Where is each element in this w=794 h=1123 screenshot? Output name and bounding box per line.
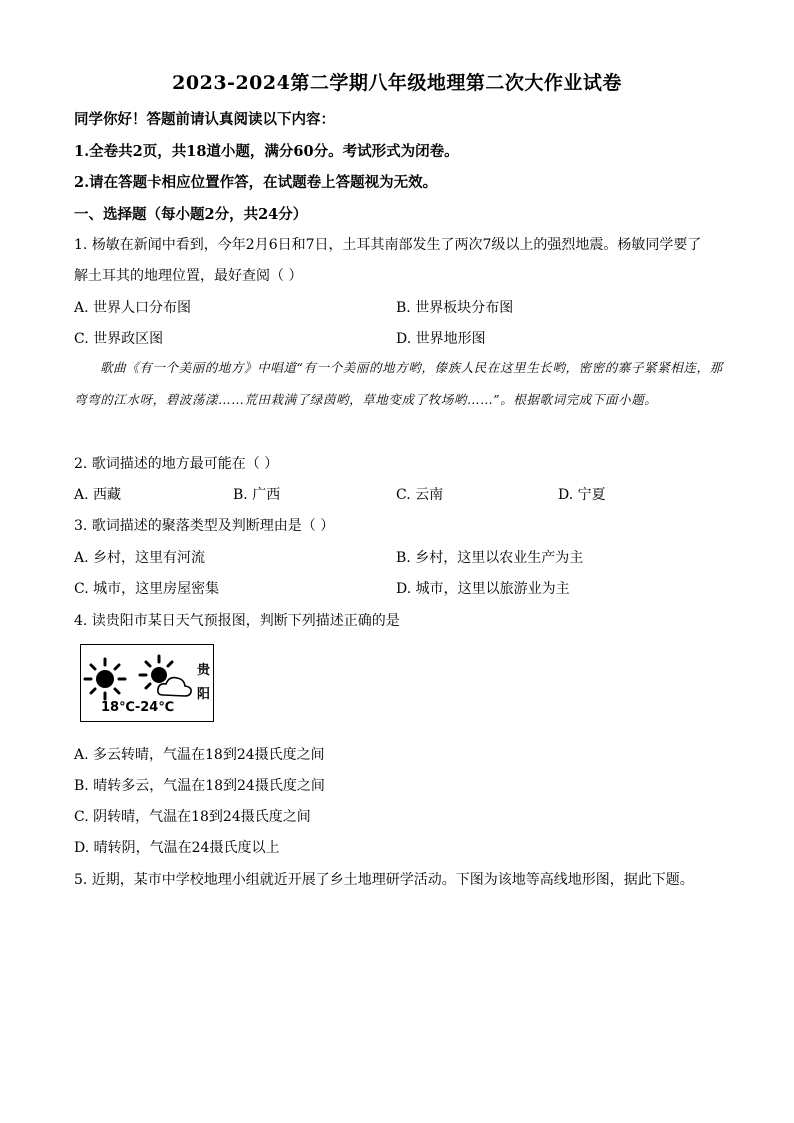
q3-option-b: B. 乡村，这里以农业生产为主: [396, 550, 584, 566]
q3-stem: 3. 歌词描述的聚落类型及判断理由是（ ）: [74, 518, 335, 534]
city-name-char-1: 贵: [197, 663, 211, 678]
q4-stem: 4. 读贵阳市某日天气预报图，判断下列描述正确的是: [74, 613, 400, 629]
q4-option-a: A. 多云转晴，气温在18到24摄氏度之间: [74, 747, 325, 763]
weather-forecast-figure: [80, 644, 214, 722]
sun-cloud-icon: [140, 656, 191, 696]
q1-option-d: D. 世界地形图: [396, 331, 486, 347]
q5-stem: 5. 近期，某市中学校地理小组就近开展了乡土地理研学活动。下图为该地等高线地形图，据此下题。: [74, 872, 694, 888]
notice-item-2: 2.请在答题卡相应位置作答，在试题卷上答题视为无效。: [74, 174, 438, 191]
q3-option-d: D. 城市，这里以旅游业为主: [396, 581, 570, 597]
q1-stem-line1: 1. 杨敏在新闻中看到，今年2月6日和7日，土耳其南部发生了两次7级以上的强烈地震。杨敏同学要了: [74, 237, 702, 253]
q1-option-a: A. 世界人口分布图: [74, 300, 192, 316]
q2-option-c: C. 云南: [396, 487, 444, 503]
q2-option-d: D. 宁夏: [558, 487, 606, 503]
q4-option-b: B. 晴转多云，气温在18到24摄氏度之间: [74, 778, 325, 794]
q1-option-c: C. 世界政区图: [74, 331, 164, 347]
q2-stem: 2. 歌词描述的地方最可能在（ ）: [74, 456, 279, 472]
q2-option-b: B. 广西: [233, 487, 281, 503]
notice-greeting: 同学你好！答题前请认真阅读以下内容：: [74, 111, 335, 128]
q4-option-d: D. 晴转阴，气温在24摄氏度以上: [74, 840, 280, 856]
city-name-char-2: 阳: [197, 687, 211, 702]
q3-option-c: C. 城市，这里房屋密集: [74, 581, 220, 597]
notice-item-1: 1.全卷共2页，共18道小题，满分60分。考试形式为闭卷。: [74, 143, 459, 160]
section-heading: 一、选择题（每小题2分，共24分）: [74, 206, 308, 223]
q2-option-a: A. 西藏: [74, 487, 122, 503]
q1-option-b: B. 世界板块分布图: [396, 300, 514, 316]
q4-option-c: C. 阴转晴，气温在18到24摄氏度之间: [74, 809, 311, 825]
exam-title: 2023-2024第二学期八年级地理第二次大作业试卷: [172, 72, 622, 94]
temperature-range: 18℃-24℃: [101, 700, 175, 715]
q3-option-a: A. 乡村，这里有河流: [74, 550, 206, 566]
q1-stem-line2: 解土耳其的地理位置，最好查阅（ ）: [74, 268, 303, 284]
lyric-passage: 歌曲《有一个美丽的地方》中唱道“有一个美丽的地方哟，傣族人民在这里生长哟，密密的寨子紧紧相连，那弯弯的江水呀，碧波荡漾……荒田栽满了绿茵哟，草地变成了牧场哟……”。根据歌词完成下面小题。: [74, 360, 723, 407]
sunny-icon: [85, 659, 125, 699]
